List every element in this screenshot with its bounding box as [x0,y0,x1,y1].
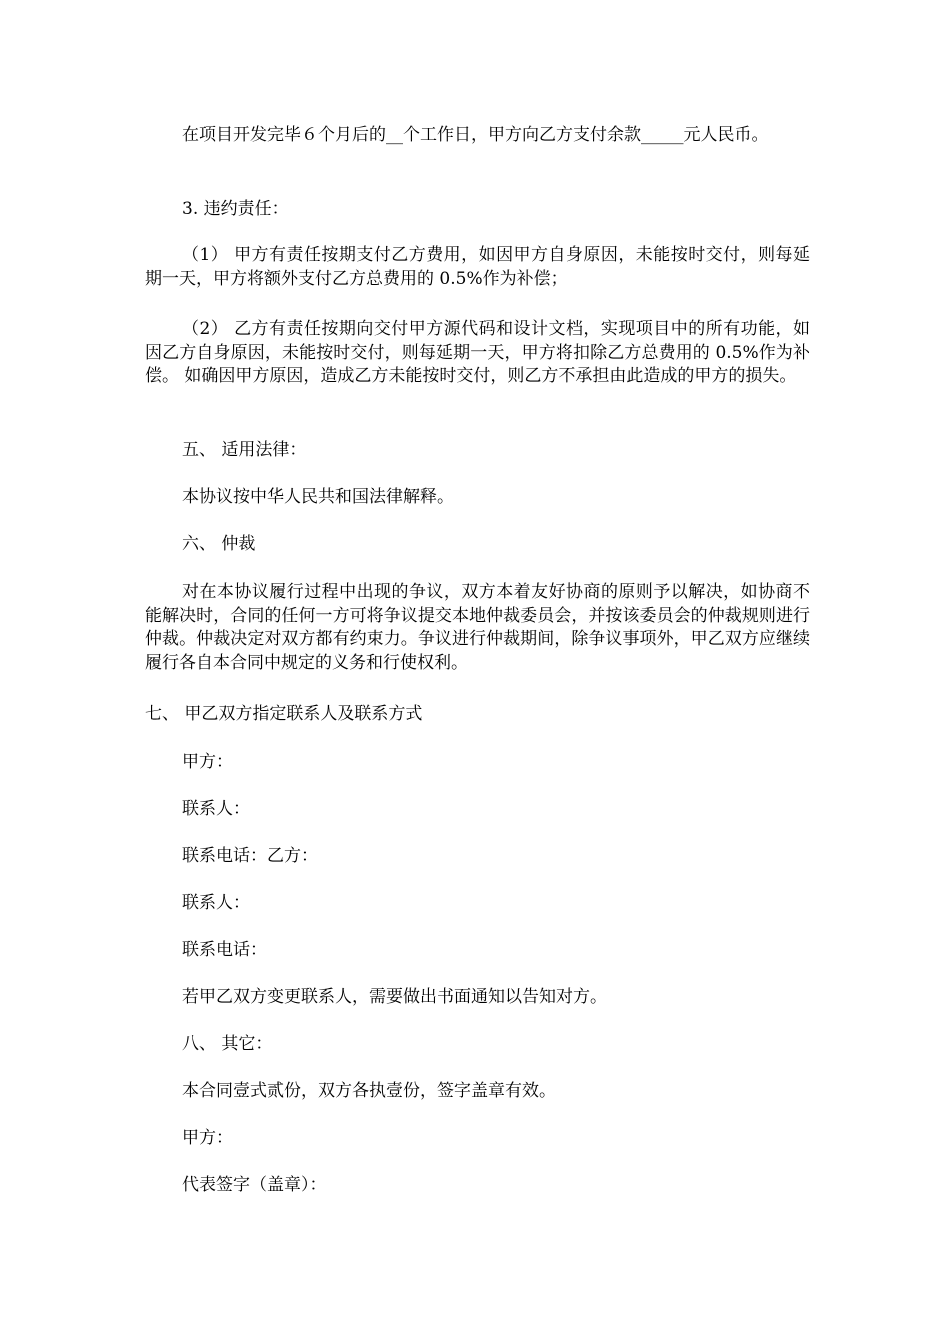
label-party-a-signature: 甲方： [182,1128,233,1148]
paragraph-payment-balance: 在项目开发完毕６个月后的__个工作日，甲方向乙方支付余款_____元人民币。 [182,125,769,145]
heading-applicable-law: 五、 适用法律： [182,440,307,460]
paragraph-arbitration: 对在本协议履行过程中出现的争议，双方本着友好协商的原则予以解决，如协商不能解决时，合同的任何一方可将争议提交本地仲裁委员会，并按该委员会的仲裁规则进行仲裁。仲裁决定对双方都有约束力。争议进行仲裁期间，除争议事项外，甲乙双方应继续履行各自本合同中规定的义务和行使权利。 [145,582,810,673]
paragraph-copies: 本合同壹式贰份，双方各执壹份，签字盖章有效。 [182,1081,556,1101]
label-contact-person-a: 联系人： [182,799,250,819]
label-representative-signature: 代表签字（盖章）： [182,1175,327,1195]
heading-other: 八、 其它： [182,1034,273,1054]
paragraph-breach-party-a: （1） 甲方有责任按期支付乙方费用，如因甲方自身原因，未能按时交付，则每延期一天，甲方将额外支付乙方总费用的 0.5%作为补偿； [145,245,810,289]
paragraph-contact-change: 若甲乙双方变更联系人，需要做出书面通知以告知对方。 [182,987,607,1007]
paragraph-applicable-law: 本协议按中华人民共和国法律解释。 [182,487,454,507]
label-party-a: 甲方： [182,752,233,772]
label-contact-person-b: 联系人： [182,893,250,913]
label-phone-a-party-b: 联系电话：乙方： [182,846,318,866]
label-phone-b: 联系电话： [182,940,267,960]
paragraph-breach-party-b: （2） 乙方有责任按期向交付甲方源代码和设计文档，实现项目中的所有功能，如因乙方自身原因，未能按时交付，则每延期一天，甲方将扣除乙方总费用的 0.5%作为补偿。 如确因甲方原因，造成乙方未能按时交付，则乙方不承担由此造成的甲方的损失。 [145,319,810,386]
heading-arbitration: 六、 仲裁 [182,534,256,554]
heading-contacts: 七、 甲乙双方指定联系人及联系方式 [145,704,423,724]
heading-breach-liability: 3. 违约责任： [182,199,289,219]
